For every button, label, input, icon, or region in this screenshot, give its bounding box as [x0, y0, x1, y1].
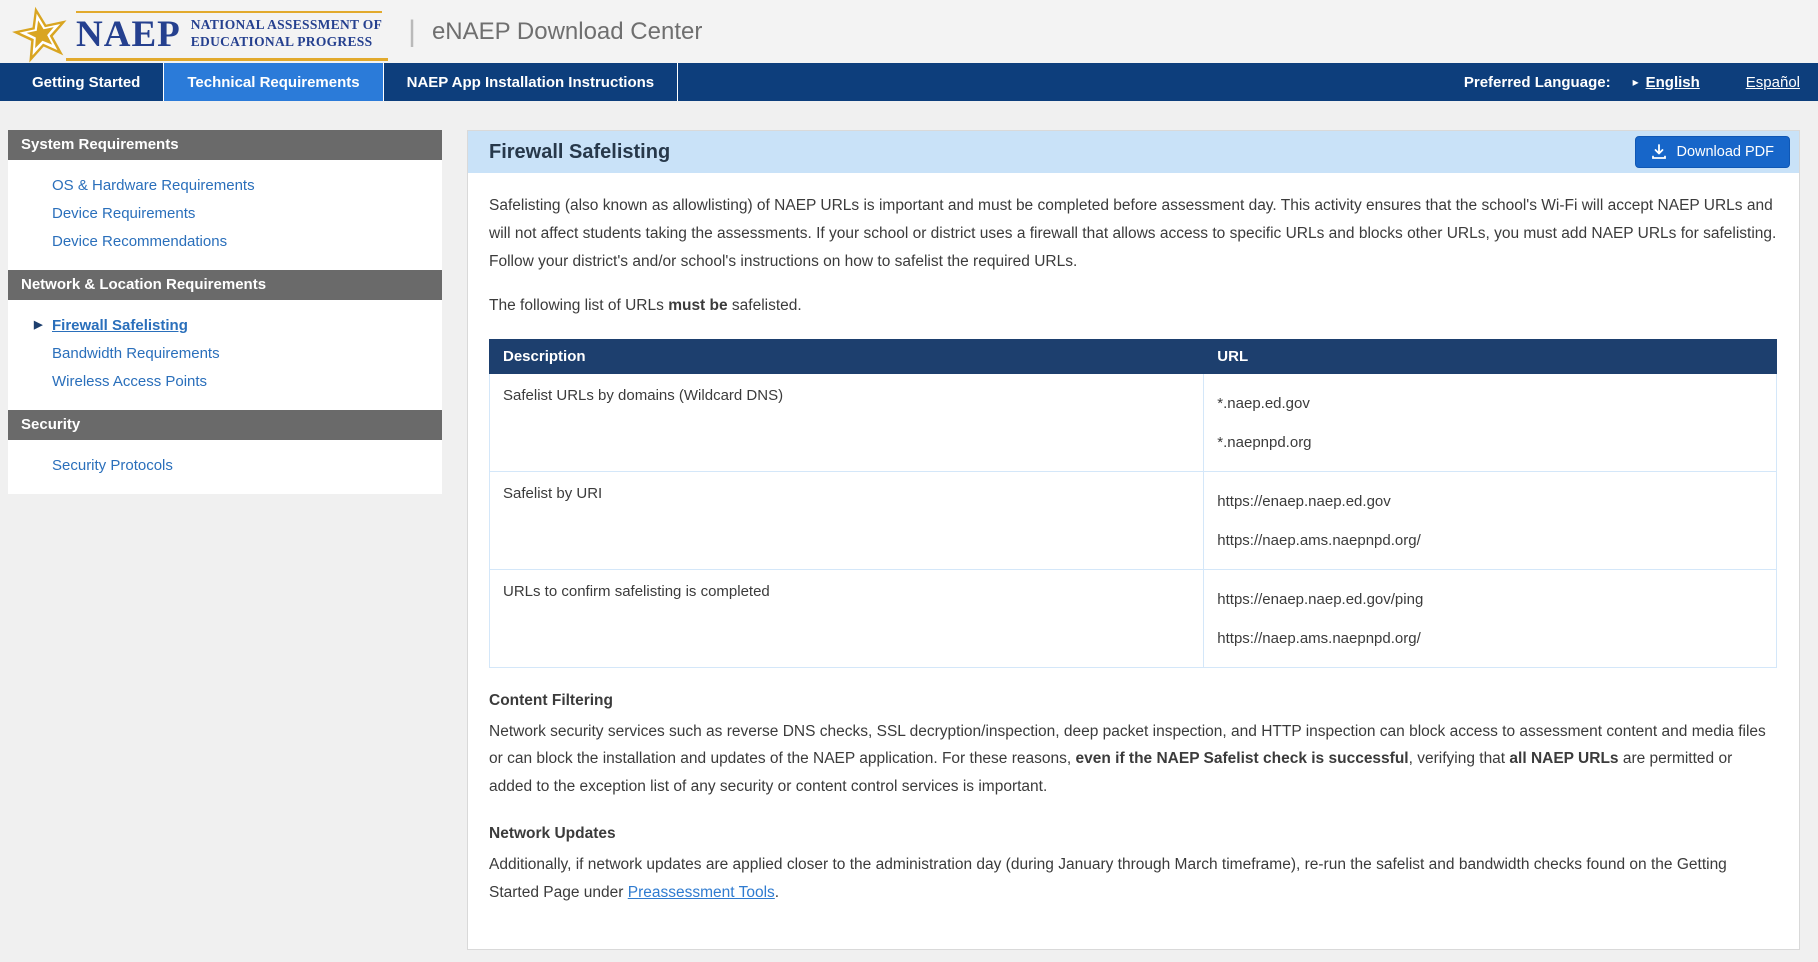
- download-pdf-label: Download PDF: [1676, 144, 1774, 160]
- nu-text-2: .: [774, 884, 780, 902]
- content-filtering-paragraph: [489, 718, 1777, 802]
- note-suffix: safelisted.: [727, 296, 802, 314]
- sidebar-item-security-protocols[interactable]: Security Protocols: [52, 457, 173, 474]
- table-row: [490, 471, 1777, 569]
- sidebar-item-os-hardware-requirements[interactable]: OS & Hardware Requirements: [52, 177, 255, 194]
- url-value: https://naep.ams.naepnpd.org/: [1217, 629, 1421, 647]
- url-value: https://enaep.naep.ed.gov/ping: [1217, 590, 1424, 608]
- cf-text-2: , verifying that: [1408, 750, 1510, 768]
- main-panel: [467, 130, 1800, 950]
- sidebar-item-device-requirements[interactable]: Device Requirements: [52, 205, 196, 222]
- url-value: *.naep.ed.gov: [1217, 394, 1310, 412]
- sidebar: [8, 130, 442, 494]
- naep-logo: [10, 3, 388, 61]
- naep-logo-text: [66, 9, 388, 61]
- intro-paragraph: Safelisting (also known as allowlisting) of NAEP URLs is important and must be completed before assessment day. This activity ensures that the school's Wi-Fi will accept NAEP URLs and will not affect students taking the assessments. If your school or district uses a firewall that allows access to specific URLs and blocks other URLs, you must add NAEP URLs for safelisting. Follow your district's and/or school's instructions on how to safelist the required URLs.: [489, 197, 1777, 270]
- url-value: https://naep.ams.naepnpd.org/: [1217, 531, 1421, 549]
- row2-urls: [1204, 471, 1777, 569]
- sidebar-links-network: [8, 300, 442, 410]
- sidebar-section-network-location-requirements: Network & Location Requirements: [8, 270, 442, 300]
- content-area: [0, 101, 1818, 962]
- naep-org-line1: NATIONAL ASSESSMENT OF: [190, 17, 383, 33]
- cf-bold-2: all NAEP URLs: [1509, 750, 1619, 768]
- download-pdf-button[interactable]: [1635, 136, 1790, 168]
- row1-urls: [1204, 373, 1777, 471]
- sidebar-links-system: [8, 160, 442, 270]
- preassessment-tools-link[interactable]: Preassessment Tools: [627, 884, 775, 902]
- url-value: https://enaep.naep.ed.gov: [1217, 492, 1391, 510]
- note-prefix: The following list of URLs: [489, 296, 669, 314]
- language-link-espanol[interactable]: Español: [1745, 73, 1800, 91]
- row1-description: Safelist URLs by domains (Wildcard DNS): [490, 373, 1204, 471]
- caret-right-icon: ▸: [1632, 75, 1639, 89]
- sidebar-item-wireless-access-points[interactable]: Wireless Access Points: [52, 373, 208, 390]
- tab-getting-started[interactable]: Getting Started: [9, 63, 164, 101]
- safelist-url-table: [489, 339, 1777, 668]
- header-divider: |: [408, 14, 416, 48]
- download-icon: [1651, 144, 1667, 160]
- sidebar-item-label: Firewall Safelisting: [52, 317, 188, 334]
- language-switcher: [1464, 63, 1818, 101]
- cf-bold-1: even if the NAEP Safelist check is successful: [1075, 750, 1409, 768]
- naep-star-icon: [10, 5, 72, 63]
- table-row: [490, 569, 1777, 667]
- row3-description: URLs to confirm safelisting is completed: [490, 569, 1204, 667]
- page-body: [468, 173, 1799, 949]
- tab-technical-requirements[interactable]: Technical Requirements: [164, 63, 383, 101]
- cf-text-3: are permitted or added to the exception list of any security or content control services is important.: [489, 750, 1733, 796]
- table-header-row: [490, 339, 1777, 373]
- column-header-url: URL: [1204, 339, 1777, 373]
- network-updates-heading: Network Updates: [489, 825, 616, 843]
- content-filtering-heading: Content Filtering: [489, 691, 613, 709]
- safelist-note: [489, 292, 1777, 320]
- active-item-arrow-icon: ▶: [34, 319, 43, 331]
- language-link-english[interactable]: English: [1645, 73, 1700, 91]
- row3-urls: [1204, 569, 1777, 667]
- sidebar-section-system-requirements: System Requirements: [8, 130, 442, 160]
- naep-acronym: NAEP: [76, 13, 181, 55]
- note-bold: must be: [668, 296, 728, 314]
- sidebar-item-bandwidth-requirements[interactable]: Bandwidth Requirements: [52, 345, 220, 362]
- column-header-description: Description: [490, 339, 1204, 373]
- site-header: [0, 0, 1818, 63]
- sidebar-links-security: [8, 440, 442, 494]
- table-row: [490, 373, 1777, 471]
- sidebar-section-security: Security: [8, 410, 442, 440]
- url-value: *.naepnpd.org: [1217, 433, 1312, 451]
- naep-org-name: [191, 17, 382, 51]
- row2-description: Safelist by URI: [490, 471, 1204, 569]
- cf-text-1: Network security services such as reverse DNS checks, SSL decryption/inspection, deep packet inspection, and HTTP inspection can block access to assessment content and media files or can block the installation and updates of the NAEP application. For these reasons,: [489, 722, 1766, 768]
- app-title: eNAEP Download Center: [431, 17, 703, 45]
- nu-text-1: Additionally, if network updates are applied closer to the administration day (during January through March timeframe), re-run the safelist and bandwidth checks found on the Getting Started Page under: [489, 856, 1727, 902]
- page-title-bar: [468, 131, 1799, 173]
- network-updates-paragraph: [489, 851, 1777, 907]
- page-title: Firewall Safelisting: [489, 140, 671, 163]
- preferred-language-label: Preferred Language:: [1463, 73, 1611, 91]
- sidebar-item-device-recommendations[interactable]: Device Recommendations: [52, 233, 228, 250]
- naep-org-line2: EDUCATIONAL PROGRESS: [190, 34, 373, 49]
- tab-naep-app-installation-instructions[interactable]: NAEP App Installation Instructions: [384, 63, 679, 101]
- sidebar-item-firewall-safelisting[interactable]: [34, 317, 432, 334]
- primary-nav: [0, 63, 1818, 101]
